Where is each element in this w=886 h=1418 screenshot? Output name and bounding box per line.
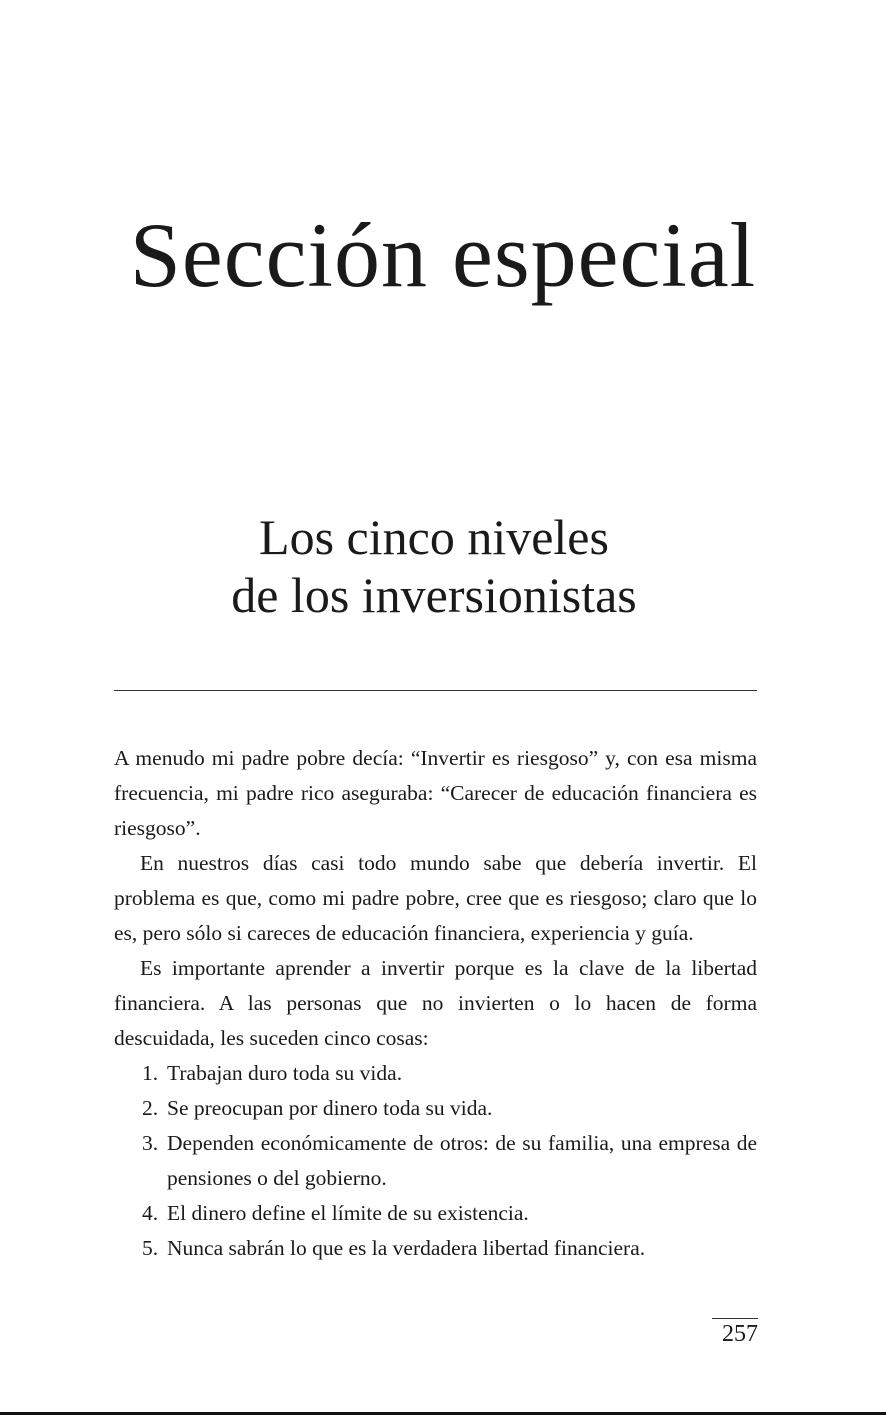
- list-item-text: Nunca sabrán lo que es la verdadera libertad financiera.: [167, 1236, 646, 1260]
- consequences-list: [114, 1056, 757, 1266]
- list-item-text: Dependen económicamente de otros: de su familia, una empresa de pensiones o del gobierno.: [167, 1131, 757, 1190]
- list-item-text: Trabajan duro toda su vida.: [167, 1061, 403, 1085]
- list-item: [114, 1126, 757, 1196]
- chapter-title-line-2: de los inversionistas: [231, 567, 637, 623]
- list-item-text: Se preocupan por dinero toda su vida.: [167, 1096, 493, 1120]
- list-item-number: 4.: [142, 1201, 159, 1225]
- body-text: [114, 741, 757, 1266]
- paragraph: A menudo mi padre pobre decía: “Invertir es riesgoso” y, con esa misma frecuencia, mi padre rico aseguraba: “Carecer de educación financiera es riesgoso”.: [114, 746, 757, 840]
- paragraph: Es importante aprender a invertir porque es la clave de la libertad financiera. A las personas que no invierten o lo hacen de forma descuidada, les suceden cinco cosas:: [114, 956, 757, 1050]
- list-item: [114, 1196, 757, 1231]
- list-item-text: El dinero define el límite de su existencia.: [167, 1201, 529, 1225]
- title-divider: [114, 690, 757, 691]
- list-item-number: 5.: [142, 1236, 159, 1260]
- chapter-title: [0, 508, 868, 624]
- paragraph: En nuestros días casi todo mundo sabe que debería invertir. El problema es que, como mi padre pobre, cree que es riesgoso; claro que lo es, pero sólo si careces de educación financiera, experiencia y guía.: [114, 851, 757, 945]
- section-title: Sección especial: [129, 204, 757, 306]
- list-item-number: 3.: [142, 1131, 159, 1155]
- page-number: 257: [712, 1318, 758, 1349]
- chapter-title-line-1: Los cinco niveles: [259, 509, 609, 565]
- list-item-number: 2.: [142, 1096, 159, 1120]
- list-item: [114, 1056, 757, 1091]
- list-item: [114, 1231, 757, 1266]
- page-bottom-edge: [0, 1412, 886, 1415]
- list-item: [114, 1091, 757, 1126]
- list-item-number: 1.: [142, 1061, 159, 1085]
